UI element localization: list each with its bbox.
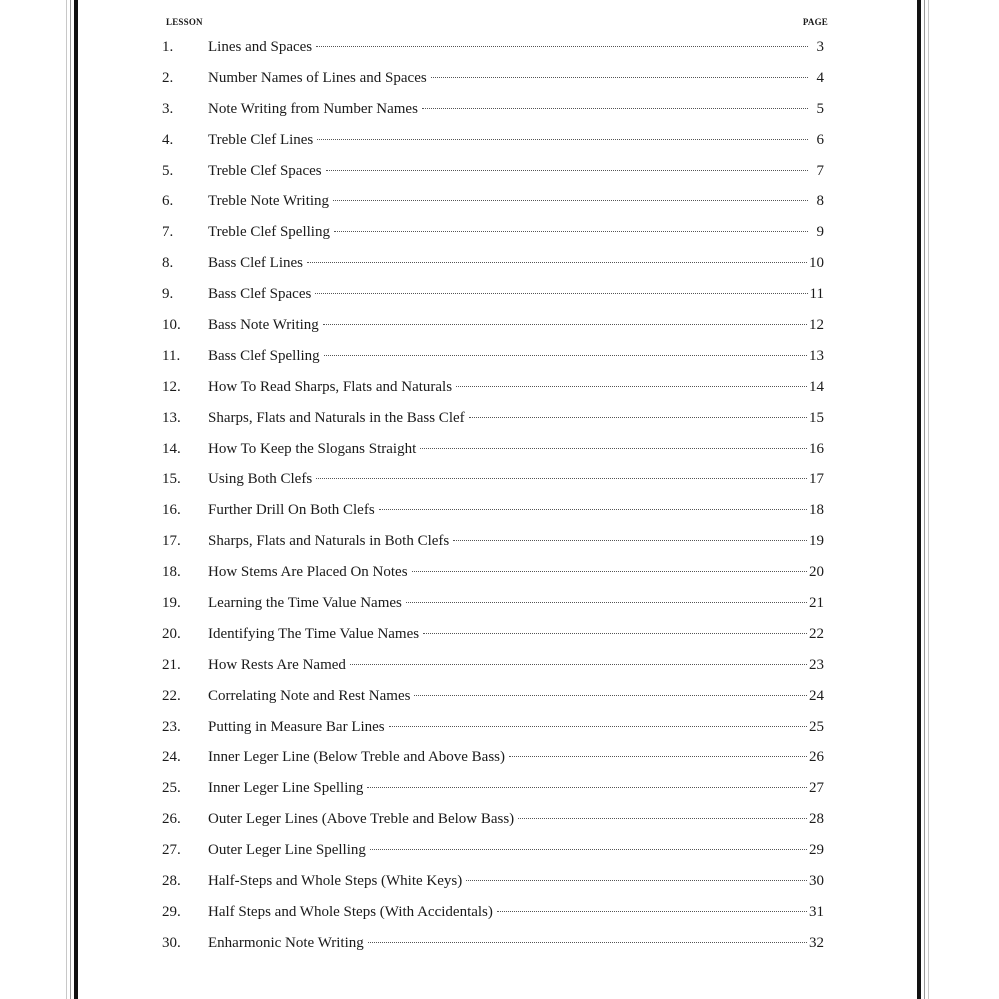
lesson-entry [160,588,828,619]
lesson-page-number: 6 [816,131,824,148]
dot-leader [431,77,808,78]
lesson-title: Learning the Time Value Names [208,595,402,612]
dot-leader [414,695,807,696]
lesson-entry [160,619,828,650]
lesson-page-number: 26 [809,749,824,766]
toc-header [166,12,828,32]
lesson-number: 4. [162,131,174,148]
lesson-entry [160,650,828,681]
lesson-title: Correlating Note and Rest Names [208,687,411,704]
lesson-title: Treble Clef Spelling [208,224,330,241]
lesson-number: 6. [162,193,174,210]
lesson-title: Bass Clef Spaces [208,286,312,303]
dot-leader [334,231,808,232]
lesson-title: Lines and Spaces [208,39,313,55]
lesson-number: 12. [162,378,181,395]
page-column-label: PAGE [802,17,828,27]
lesson-number: 13. [162,409,181,426]
dot-leader [367,787,807,788]
dot-leader [315,293,807,294]
lesson-title: Bass Clef Lines [208,255,303,272]
lesson-number: 24. [162,749,181,766]
dot-leader [333,200,808,201]
lesson-entry [160,804,828,835]
dot-leader [518,818,807,819]
lesson-page-number: 8 [816,193,824,210]
lesson-entry [160,156,828,187]
lesson-title: How To Keep the Slogans Straight [208,440,417,457]
lesson-entry [160,310,828,341]
lesson-title: Half Steps and Whole Steps (With Accidentals) [208,903,493,920]
lesson-entry [160,186,828,217]
lesson-title: Treble Clef Lines [208,131,314,148]
lesson-page-number: 21 [809,595,824,612]
lesson-page-number: 16 [809,440,824,457]
lesson-page-number: 11 [809,286,824,303]
lesson-number: 19. [162,595,181,612]
lesson-entry [160,712,828,743]
lesson-number: 30. [162,934,181,951]
lesson-page-number: 24 [809,687,824,704]
lesson-page-number: 25 [809,718,824,735]
lesson-number: 28. [162,873,181,890]
lesson-entry [160,217,828,248]
lesson-number: 18. [162,564,181,581]
lesson-title: Inner Leger Line (Below Treble and Above Bass) [208,749,506,766]
dot-leader [379,509,807,510]
lesson-entry [160,464,828,495]
dot-leader [469,417,807,418]
lesson-page-number: 15 [809,409,824,426]
lesson-entry [160,835,828,866]
lesson-list [160,32,828,959]
lesson-entry [160,403,828,434]
lesson-number: 11. [162,347,181,364]
lesson-title: Sharps, Flats and Naturals in Both Clefs [208,533,450,550]
lesson-number: 26. [162,811,181,828]
lesson-page-number: 5 [816,100,824,117]
dot-leader [307,262,807,263]
lesson-title: Putting in Measure Bar Lines [208,718,385,735]
lesson-number: 7. [162,224,174,241]
dot-leader [453,540,807,541]
dot-leader [389,726,807,727]
lesson-title: How To Read Sharps, Flats and Naturals [208,378,453,395]
lesson-number: 8. [162,255,174,272]
lesson-entry [160,248,828,279]
lesson-title: Outer Leger Line Spelling [208,842,366,859]
dot-leader [456,386,807,387]
lesson-entry [160,557,828,588]
lesson-number: 15. [162,471,181,488]
lesson-number: 16. [162,502,181,519]
lesson-page-number: 17 [809,471,824,488]
lesson-number: 9. [162,286,174,303]
lesson-title: Number Names of Lines and Spaces [208,69,427,86]
lesson-page-number: 28 [809,811,824,828]
lesson-title: Note Writing from Number Names [208,100,418,117]
dot-leader [466,880,807,881]
lesson-number: 27. [162,842,181,859]
dot-leader [497,911,807,912]
lesson-title: Using Both Clefs [208,471,313,488]
lesson-page-number: 20 [809,564,824,581]
lesson-title: Inner Leger Line Spelling [208,780,364,797]
lesson-title: How Stems Are Placed On Notes [208,564,408,581]
lesson-page-number: 14 [809,378,824,395]
lesson-page-number: 10 [809,255,824,272]
lesson-page-number: 13 [809,347,824,364]
lesson-entry [160,897,828,928]
lesson-number: 3. [162,100,174,117]
lesson-number: 22. [162,687,181,704]
dot-leader [412,571,807,572]
dot-leader [316,46,808,47]
lesson-page-number: 29 [809,842,824,859]
lesson-title: Identifying The Time Value Names [208,625,420,642]
lesson-page-number: 4 [816,69,824,86]
dot-leader [326,170,808,171]
lesson-entry [160,773,828,804]
dot-leader [420,448,807,449]
lesson-entry [160,32,828,63]
page-border-right [917,0,925,999]
lesson-number: 23. [162,718,181,735]
lesson-entry [160,125,828,156]
lesson-entry [160,526,828,557]
dot-leader [406,602,807,603]
dot-leader [422,108,808,109]
lesson-number: 25. [162,780,181,797]
lesson-page-number: 32 [809,934,824,951]
dot-leader [509,756,807,757]
lesson-page-number: 22 [809,625,824,642]
lesson-number: 17. [162,533,181,550]
lesson-entry [160,341,828,372]
dot-leader [323,324,807,325]
lesson-page-number: 18 [809,502,824,519]
lesson-title: Enharmonic Note Writing [208,934,364,951]
lesson-entry [160,866,828,897]
lesson-number: 20. [162,625,181,642]
lesson-title: Outer Leger Lines (Above Treble and Below Bass) [208,811,515,828]
dot-leader [350,664,807,665]
lesson-number: 5. [162,162,174,179]
lesson-page-number: 19 [809,533,824,550]
lesson-title: Bass Clef Spelling [208,347,320,364]
lesson-title: Sharps, Flats and Naturals in the Bass Clef [208,409,465,426]
lesson-entry [160,928,828,959]
lesson-number: 14. [162,440,181,457]
lesson-title: Bass Note Writing [208,317,319,334]
lesson-number: 2. [162,69,174,86]
dot-leader [317,139,808,140]
dot-leader [370,849,807,850]
lesson-page-number: 12 [809,317,824,334]
lesson-title: Treble Note Writing [208,193,330,210]
lesson-entry [160,63,828,94]
lesson-page-number: 9 [816,224,824,241]
lesson-title: How Rests Are Named [208,656,346,673]
lesson-page-number: 23 [809,656,824,673]
dot-leader [368,942,807,943]
lesson-column-label: LESSON [166,17,203,27]
dot-leader [316,478,807,479]
lesson-title: Further Drill On Both Clefs [208,502,375,519]
lesson-page-number: 27 [809,780,824,797]
lesson-entry [160,279,828,310]
lesson-entry [160,681,828,712]
lesson-number: 29. [162,903,181,920]
lesson-entry [160,434,828,465]
lesson-entry [160,742,828,773]
lesson-title: Half-Steps and Whole Steps (White Keys) [208,873,463,890]
lesson-title: Treble Clef Spaces [208,162,322,179]
table-of-contents [160,12,828,959]
dot-leader [423,633,807,634]
lesson-entry [160,495,828,526]
lesson-page-number: 7 [816,162,824,179]
lesson-number: 1. [162,39,174,55]
dot-leader [324,355,807,356]
lesson-entry [160,372,828,403]
lesson-number: 10. [162,317,181,334]
lesson-page-number: 31 [809,903,824,920]
page-border-left [70,0,78,999]
lesson-page-number: 30 [809,873,824,890]
lesson-number: 21. [162,656,181,673]
lesson-entry [160,94,828,125]
lesson-page-number: 3 [816,39,824,55]
